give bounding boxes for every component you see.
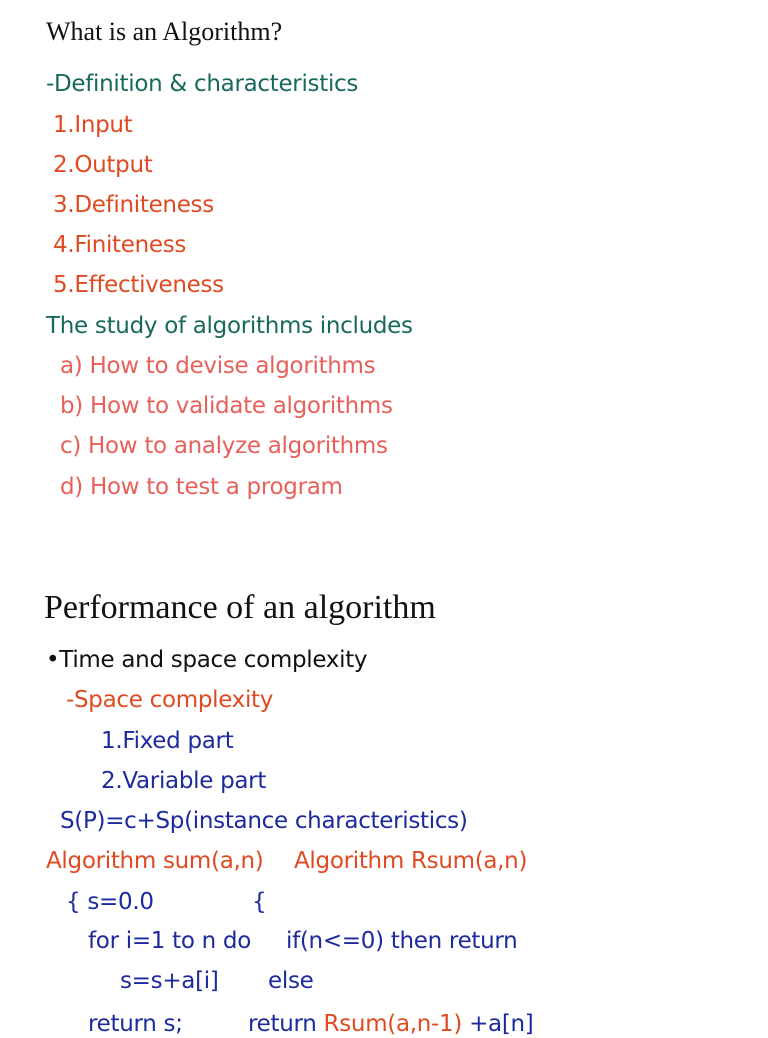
code-line <box>248 1010 533 1038</box>
characteristic-item: 5.Effectiveness <box>53 272 224 298</box>
slide-title: Performance of an algorithm <box>44 589 436 626</box>
code-line: else <box>268 968 314 994</box>
study-item: a) How to devise algorithms <box>60 353 376 379</box>
definition-text: -Definition & characteristics <box>46 71 359 97</box>
characteristic-item: 1.Input <box>53 112 133 138</box>
study-item: d) How to test a program <box>60 474 343 500</box>
code-line: for i=1 to n do <box>88 928 252 954</box>
code-term: +a[n] <box>469 1011 534 1037</box>
code-line: return s; <box>88 1011 183 1037</box>
part-item: 1.Fixed part <box>101 728 234 754</box>
formula: S(P)=c+Sp(instance characteristics) <box>60 808 468 834</box>
code-line: { s=0.0 <box>66 889 154 915</box>
study-item: b) How to validate algorithms <box>60 393 393 419</box>
characteristic-item: 2.Output <box>53 152 153 178</box>
bullet-item <box>46 646 367 674</box>
code-line: if(n<=0) then return <box>286 928 518 954</box>
algorithm-rsum-header: Algorithm Rsum(a,n) <box>294 848 528 874</box>
definition-heading <box>46 70 358 98</box>
characteristic-item: 4.Finiteness <box>53 232 187 258</box>
slide-title: What is an Algorithm? <box>46 17 283 46</box>
space-complexity-heading: -Space complexity <box>66 687 274 713</box>
study-item: c) How to analyze algorithms <box>60 433 388 459</box>
return-keyword: return <box>248 1011 317 1037</box>
recursive-call: Rsum(a,n-1) <box>323 1011 463 1037</box>
part-item: 2.Variable part <box>101 768 267 794</box>
code-line: s=s+a[i] <box>120 968 219 994</box>
characteristic-item: 3.Definiteness <box>53 192 214 218</box>
study-heading: The study of algorithms includes <box>46 313 413 339</box>
bullet-text: Time and space complexity <box>59 647 368 673</box>
bullet-icon: • <box>46 647 60 673</box>
algorithm-sum-header: Algorithm sum(a,n) <box>46 848 264 874</box>
code-line: { <box>252 889 267 915</box>
